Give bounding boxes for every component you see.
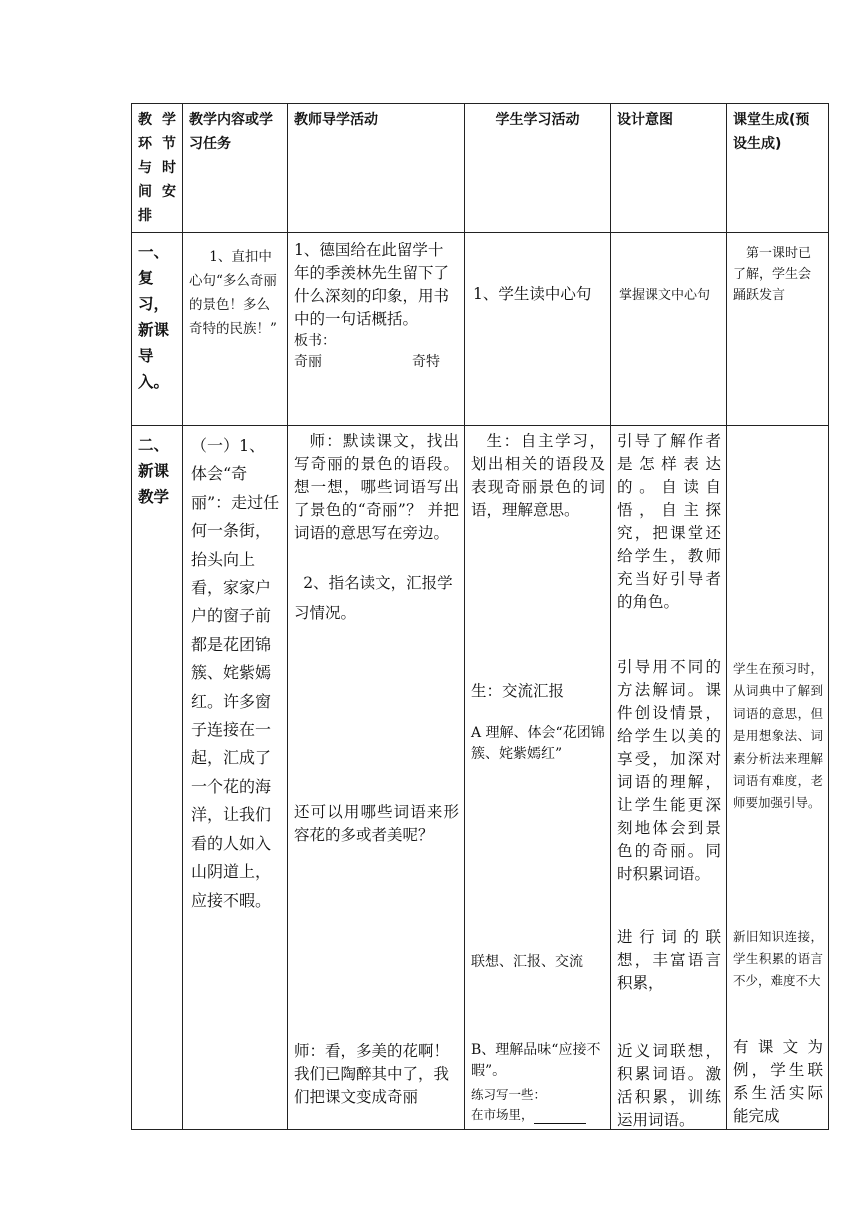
header-teacher: 教师导学活动 [294,112,378,128]
header-row [132,104,829,233]
design-step-3: 进行词的联想，丰富语言积累， [617,928,721,992]
review-stage: 一、复习，新课导入。 [138,242,170,391]
teaching-outcome [727,426,828,1129]
student-step-7 [471,1106,605,1124]
review-outcome: 第一课时已了解，学生会踊跃发言 [733,246,812,303]
student-step-5: B、理解品味“应接不暇”。 [471,1042,601,1079]
design-step-1: 引导了解作者是怎样表达的。自读自悟，自主探究，把课堂还给学生，教师充当好引导者的角色。 [617,432,721,611]
design-step-2: 引导用不同的方法解词。课件创设情景，给学生以美的享受，加深对词语的理解，让学生能更深刻地体会到景色的奇丽。同时积累词语。 [617,658,721,883]
teaching-stage: 二、新课教学 [138,435,170,506]
teaching-student [465,426,610,1129]
student-step-4: 联想、汇报、交流 [471,954,583,970]
review-teacher [288,233,464,425]
teacher-step-3: 还可以用哪些词语来形容花的多或者美呢？ [294,803,459,844]
review-student: 1、学生读中心句 [473,285,592,303]
header-outcome: 课堂生成(预设生成) [733,112,810,152]
teacher-step-1: 师：默读课文，找出写奇丽的景色的语段。想一想，哪些词语写出了景色的“奇丽”？ 并把词语的意思写在旁边。 [294,432,459,542]
student-step-1: 生：自主学习，划出相关的语段及表现奇丽景色的词语，理解意思。 [471,432,605,519]
outcome-step-2: 新旧知识连接，学生积累的语言不少，难度不大 [733,929,823,988]
fill-in-blank[interactable] [534,1109,586,1124]
review-board-words [288,352,464,373]
review-row [132,233,829,426]
teaching-teacher [288,426,464,1129]
review-teacher-question: 1、德国给在此留学十年的季羡林先生留下了什么深刻的印象，用书中的一句话概括。 [294,241,450,328]
teaching-content: （一）1、体会“奇丽”：走过任何一条街，抬头向上看，家家户户的窗子前都是花团锦簇、姹紫嫣红。许多窗子连接在一起，汇成了一个花的海洋，让我们看的人如入山阴道上，应接不暇。 [191,436,280,910]
lesson-plan-table [131,103,829,1130]
teaching-row [132,426,829,1130]
student-step-3: A 理解、体会“花团锦簇、姹紫嫣红” [471,725,605,762]
outcome-step-3: 有课文为例，学生联系生活实际能完成 [733,1038,823,1125]
teacher-step-2: 2、指名读文，汇报学习情况。 [294,574,453,622]
header-stage: 教学环节与时间安排 [138,112,176,224]
review-board-label: 板书： [294,333,336,349]
review-design: 掌握课文中心句 [619,288,711,303]
board-word-2: 奇特 [412,354,440,370]
outcome-step-1: 学生在预习时，从词典中了解到词语的意思，但是用想象法、词素分析法来理解词语有难度，老师要加强引导。 [733,661,823,811]
teacher-step-4: 师：看，多美的花啊！我们已陶醉其中了，我们把课文变成奇丽 [294,1042,450,1106]
header-student: 学生学习活动 [495,112,580,128]
review-content: 1、直扣中心句“多么奇丽的景色！多么奇特的民族！” [189,249,277,337]
student-step-2: 生：交流汇报 [471,682,565,700]
fill-in-prompt: 在市场里， [471,1107,534,1122]
board-word-1: 奇丽 [294,354,322,370]
design-step-4: 近义词联想，积累词语。激活积累，训练运用词语。 [617,1042,721,1129]
header-design: 设计意图 [617,112,673,128]
header-content: 教学内容或学习任务 [189,112,273,152]
teaching-design [611,426,726,1129]
student-step-6: 练习写一些： [471,1087,547,1102]
